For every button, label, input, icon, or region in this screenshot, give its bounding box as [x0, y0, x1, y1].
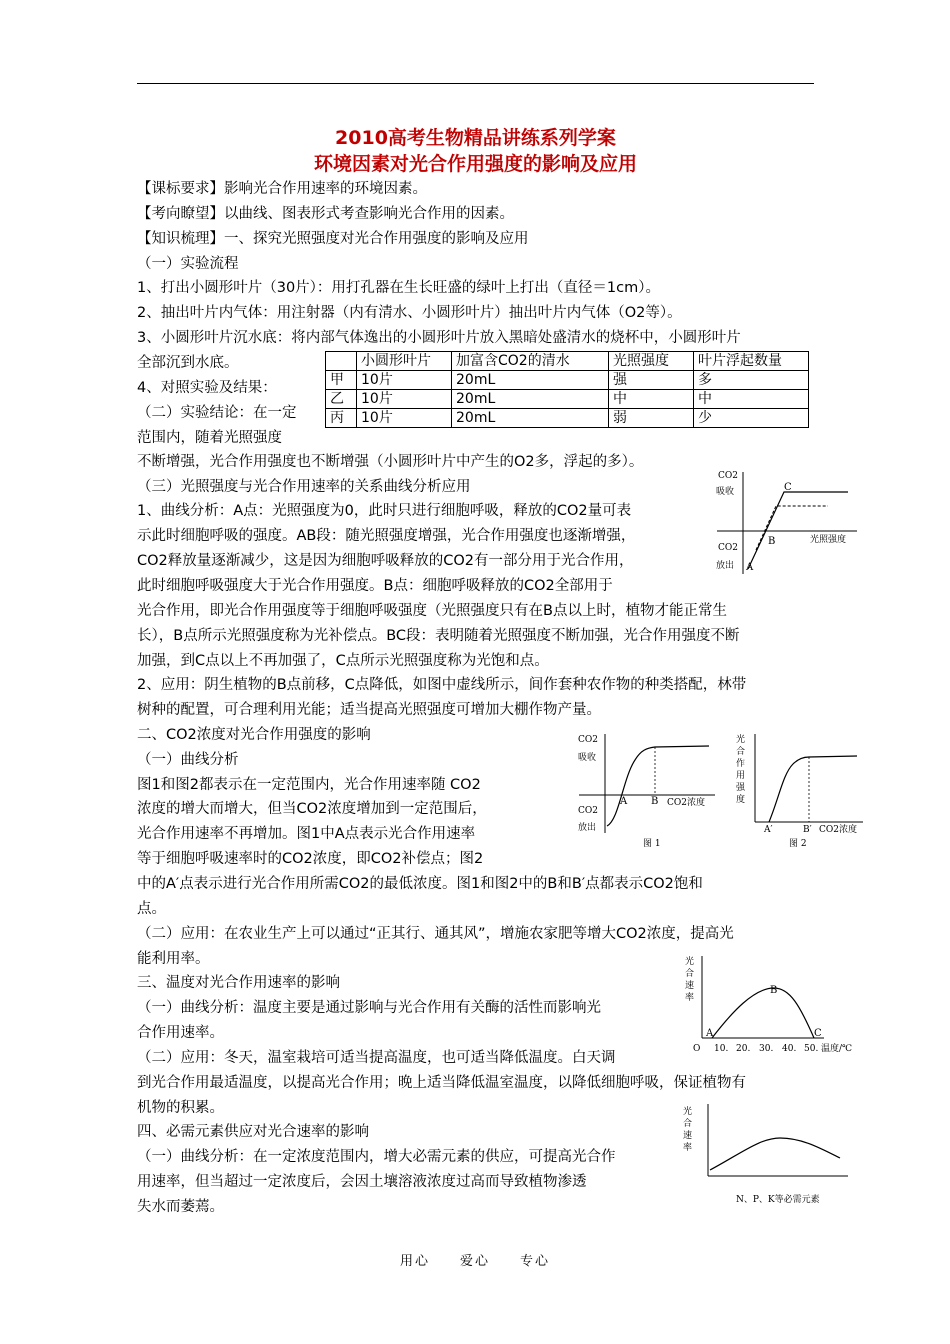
x-axis-label: 温度/℃ [821, 1044, 853, 1054]
text-line: （一）实验流程 [137, 256, 239, 272]
text-line: CO2释放量逐渐减少，这是因为细胞呼吸释放的CO2有一部分用于光合作用， [137, 553, 634, 569]
table-cell: 乙 [326, 390, 357, 409]
figure-caption: 图 1 [643, 839, 661, 849]
text-line: 失水而萎蔫。 [137, 1199, 224, 1215]
text-line: （三）光照强度与光合作用速率的关系曲线分析应用 [137, 479, 471, 495]
text-line: 二、CO2浓度对光合作用强度的影响 [137, 727, 371, 743]
table-header-cell: 叶片浮起数量 [694, 352, 809, 371]
co2-label: CO2 [718, 543, 738, 553]
text-line: 图1和图2都表示在一定范围内，光合作用速率随 CO2 [137, 777, 481, 793]
co2-label: CO2 [718, 471, 738, 481]
y-label-char: 率 [683, 1143, 693, 1153]
text-line: 【考向瞭望】以曲线、图表形式考查影响光合作用的因素。 [137, 206, 514, 222]
table-cell: 甲 [326, 371, 357, 390]
absorb-label: 吸收 [578, 753, 597, 763]
text-line: 示此时细胞呼吸的强度。AB段：随光照强度增强，光合作用强度也逐渐增强， [137, 528, 636, 544]
y-label-char: 光 [685, 957, 695, 967]
x-tick-label: 50. [804, 1044, 819, 1054]
y-label-char: 度 [736, 795, 746, 805]
text-line: 1、曲线分析：A点：光照强度为0，此时只进行细胞呼吸，释放的CO2量可表 [137, 503, 632, 519]
text-line: 到光合作用最适温度，以提高光合作用；晚上适当降低温室温度，以降低细胞呼吸，保证植物有 [137, 1075, 746, 1091]
text-line: （二）应用：冬天，温室栽培可适当提高温度，也可适当降低温度。白天调 [137, 1050, 616, 1066]
point-a-prime-label: A′ [764, 825, 773, 835]
table-row [326, 371, 809, 390]
text-line: 光合作用速率不再增加。图1中A点表示光合作用速率 [137, 826, 476, 842]
release-label: 放出 [716, 561, 735, 571]
table-row [326, 390, 809, 409]
text-line: 1、打出小圆形叶片（30片）：用打孔器在生长旺盛的绿叶上打出（直径＝1cm）。 [137, 280, 660, 296]
x-axis-label: CO2浓度 [667, 798, 705, 808]
y-label-char: 率 [685, 993, 695, 1003]
table-cell: 20mL [452, 409, 609, 428]
text-line: 长），B点所示光照强度称为光补偿点。BC段：表明随着光照强度不断加强，光合作用强度不断 [137, 628, 740, 644]
text-line: 三、温度对光合作用速率的影响 [137, 975, 340, 991]
x-tick-label: 40. [782, 1044, 797, 1054]
page-title: 2010高考生物精品讲练系列学案 [335, 127, 616, 149]
y-label-char: 速 [683, 1131, 693, 1141]
text-line: 等于细胞呼吸速率时的CO2浓度，即CO2补偿点；图2 [137, 851, 484, 867]
text-line: （一）曲线分析 [137, 752, 239, 768]
co2-curve-2 [769, 756, 857, 822]
table-row [326, 409, 809, 428]
x-axis-label: 光照强度 [810, 535, 847, 545]
origin-label: O [693, 1044, 701, 1054]
experiment-table [325, 351, 809, 428]
release-label: 放出 [578, 823, 597, 833]
y-label-char: 光 [683, 1107, 693, 1117]
text-line: 2、抽出叶片内气体：用注射器（内有清水、小圆形叶片）抽出叶片内气体（O2等）。 [137, 305, 682, 321]
point-c-label: C [814, 1028, 822, 1039]
text-line: 此时细胞呼吸强度大于光合作用强度。B点：细胞呼吸释放的CO2全部用于 [137, 578, 613, 594]
y-label-char: 合 [736, 747, 746, 757]
co2-curve-1 [607, 746, 709, 826]
element-curve [710, 1138, 840, 1170]
x-axis-label: N、P、K等必需元素 [736, 1195, 820, 1205]
point-b-label: B [768, 536, 776, 547]
table-cell: 20mL [452, 371, 609, 390]
point-a-label: A [620, 796, 628, 807]
text-line: 树种的配置，可合理利用光能；适当提高光照强度可增加大棚作物产量。 [137, 702, 601, 718]
table-header-cell: 光照强度 [609, 352, 694, 371]
co2-label: CO2 [578, 735, 598, 745]
text-line: 四、必需元素供应对光合速率的影响 [137, 1124, 369, 1140]
point-a-label: A [706, 1028, 714, 1039]
page-subtitle: 环境因素对光合作用强度的影响及应用 [313, 153, 637, 175]
table-cell: 多 [694, 371, 809, 390]
point-c-label: C [784, 482, 792, 493]
point-b-label: B [651, 796, 659, 807]
table-cell: 丙 [326, 409, 357, 428]
point-b-label: B [770, 985, 778, 996]
table-header-row [326, 352, 809, 371]
text-line: 中的A′点表示进行光合作用所需CO2的最低浓度。图1和图2中的B和B′点都表示CO2饱和 [137, 876, 703, 892]
text-line: 点。 [137, 901, 166, 917]
temperature-curve [712, 988, 814, 1038]
y-label-char: 光 [736, 735, 746, 745]
text-line: 用速率，但当超过一定浓度后，会因土壤溶液浓度过高而导致植物渗透 [137, 1174, 587, 1190]
table-cell: 中 [694, 390, 809, 409]
table-header-cell: 加富含CO2的清水 [452, 352, 609, 371]
page-footer: 用心 爱心 专心 [399, 1254, 550, 1269]
point-a-label: A [746, 562, 754, 573]
text-line: 机物的积累。 [137, 1100, 224, 1116]
point-b-prime-label: B′ [803, 825, 812, 835]
table-cell: 强 [609, 371, 694, 390]
table-cell: 弱 [609, 409, 694, 428]
text-line: （一）曲线分析：温度主要是通过影响与光合作用有关酶的活性而影响光 [137, 1000, 601, 1016]
text-line: 合作用速率。 [137, 1025, 224, 1041]
table-cell: 中 [609, 390, 694, 409]
text-line: （二）应用：在农业生产上可以通过“正其行、通其风”，增施农家肥等增大CO2浓度，提高光 [137, 926, 734, 942]
text-line: 能利用率。 [137, 951, 210, 967]
table-cell: 少 [694, 409, 809, 428]
text-line: 3、小圆形叶片沉水底：将内部气体逸出的小圆形叶片放入黑暗处盛清水的烧杯中，小圆形叶片 [137, 330, 741, 346]
text-line: 【知识梳理】一、探究光照强度对光合作用强度的影响及应用 [137, 231, 529, 247]
y-label-char: 强 [736, 783, 746, 793]
element-figure [680, 1100, 860, 1212]
text-line: 【课标要求】影响光合作用速率的环境因素。 [137, 181, 427, 197]
table-cell: 10片 [357, 409, 452, 428]
text-line: 加强，到C点以上不再加强了，C点所示光照强度称为光饱和点。 [137, 653, 549, 669]
text-line: 光合作用，即光合作用强度等于细胞呼吸强度（光照强度只有在B点以上时，植物才能正常生 [137, 603, 727, 619]
table-cell: 10片 [357, 371, 452, 390]
text-line: 范围内，随着光照强度 [137, 430, 282, 446]
absorb-label: 吸收 [716, 487, 735, 497]
header-rule [137, 83, 814, 84]
co2-label: CO2 [578, 806, 598, 816]
co2-figure-2 [733, 728, 873, 852]
text-line: 不断增强，光合作用强度也不断增强（小圆形叶片中产生的O2多，浮起的多）。 [137, 454, 644, 470]
text-line: 浓度的增大而增大，但当CO2浓度增加到一定范围后， [137, 801, 487, 817]
table-cell: 20mL [452, 390, 609, 409]
table-cell: 10片 [357, 390, 452, 409]
figure-caption: 图 2 [789, 839, 807, 849]
x-tick-label: 30. [759, 1044, 774, 1054]
x-tick-label: 20. [736, 1044, 751, 1054]
text-line: （一）曲线分析：在一定浓度范围内，增大必需元素的供应，可提高光合作 [137, 1149, 616, 1165]
y-label-char: 速 [685, 981, 695, 991]
table-header-cell [326, 352, 357, 371]
y-label-char: 合 [683, 1119, 693, 1129]
y-label-char: 用 [736, 771, 746, 781]
text-line: 2、应用：阴生植物的B点前移，C点降低，如图中虚线所示，间作套种农作物的种类搭配，林带 [137, 677, 747, 693]
y-label-char: 作 [736, 759, 746, 769]
text-line: （二）实验结论：在一定 [137, 405, 297, 421]
text-line: 全部沉到水底。 [137, 355, 239, 371]
table-header-cell: 小圆形叶片 [357, 352, 452, 371]
temperature-figure [682, 952, 862, 1060]
x-tick-label: 10. [714, 1044, 729, 1054]
x-axis-label: CO2浓度 [819, 825, 857, 835]
y-label-char: 合 [685, 969, 695, 979]
light-intensity-figure [712, 464, 862, 576]
text-line: 4、对照实验及结果： [137, 380, 277, 396]
co2-figure-1 [575, 728, 720, 852]
